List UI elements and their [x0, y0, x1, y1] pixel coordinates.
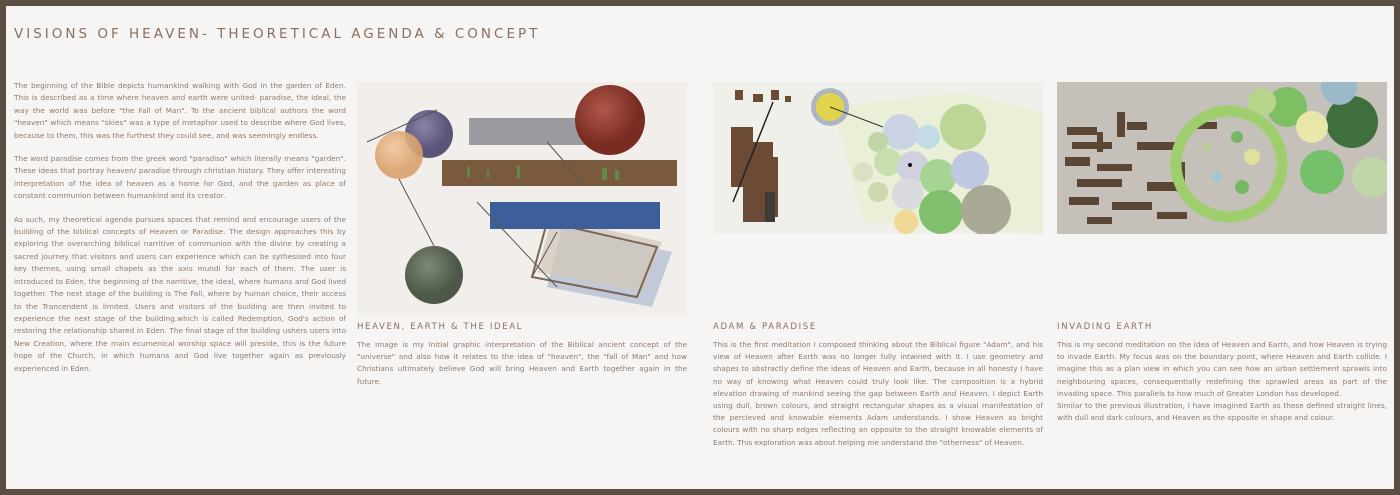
- section-caption: HEAVEN, EARTH & THE IDEAL: [357, 322, 524, 332]
- adam-paradise-illustration: [713, 82, 1043, 234]
- intro-text: [14, 80, 346, 386]
- section-paragraph: This is the first meditation I composed thinking about the Biblical figure "Adam", and his view of Heaven after Earth was no longer fully intwined with it. I use geometry and shapes to abstractly define the ideas of Heaven and Earth, because in all honesty I have no way of knowing what Heaven could truly look like. The composition is a hybrid elevation drawing of mankind seeing the gap between Earth and Heaven. I depict Earth using dull, brown colours, and straight rectangular shapes as a visual manifestation of the percieved and knowable elements Adam understands. I show Heaven as bright colours with no sharp edges reflecting an opposite to the straight knowable elements of Earth. This exploration was about helping me understand the "otherness" of Heaven.: [713, 340, 1043, 447]
- section-paragraph: The Image is my initial graphic interpretation of the Biblical ancient concept of the "universe" and also how it relates to the idea of "heaven", the "fall of Man" and how Christians ultimately believe God will bring Heaven and Earth together again in the future.: [357, 340, 687, 386]
- section-paragraph: Similar to the previous illustration, I have imagined Earth as these defined straight lines, with dull and dark colours, and Heaven as the opposite in shape and colour.: [1057, 401, 1387, 423]
- section-text: [713, 339, 1043, 449]
- intro-paragraph: The beginning of the Bible depicts humankind walking with God in the garden of Eden. This is described as a time where heaven and earth were united- paradise, the Ideal, the way the world was before "the Fall of Man". To the ancient biblical authors the word "heaven" which means "skies" was a type of metaphor used to describe where God lives, because to them, this was the furthest they could see, and was seemingly endless.: [14, 81, 346, 140]
- heaven-earth-ideal-illustration: [357, 82, 687, 315]
- section-text: [357, 339, 687, 388]
- presentation-board: [6, 6, 1394, 489]
- intro-paragraph: As such, my theoretical agenda pursues spaces that remind and encourage users of the building of the biblical concepts of Heaven or Paradise. The design approaches this by exploring the overarching biblical narritive of communion with the divine by creating a sacred journey that visitors and users can experience which can be sythesised into four key themes, using small chapels as the axis mundi for each of them. The user is introduced to Eden, the beginning of the narritive, the ideal, where humans and God lived together. The next stage of the building is The Fall, where by human choice, their access to the Trancendent is limited. Users and visitors of the building are then invited to experience the next stage of the building,which is called Redemption, God's action of restoring the relationship shared in Eden. The final stage of the building ushers users into New Creation, where the main ecumenical worship space will preside, this is the future hope of the Church, in which humans and God live together again as previously experienced in Eden.: [14, 214, 346, 373]
- section-text: [1057, 339, 1387, 424]
- section-caption: INVADING EARTH: [1057, 322, 1153, 332]
- page-title: VISIONS OF HEAVEN- THEORETICAL AGENDA & CONCEPT: [14, 26, 541, 42]
- intro-paragraph: The word paradise comes from the greek word "paradiso" which literally means "garden". These ideas that portray heaven/ paradise through christian history. They offer interesting interpretation of the idea of heaven as a home for God, and the garden as place of constant communion between humankind and its creator.: [14, 154, 346, 201]
- invading-earth-illustration: [1057, 82, 1387, 234]
- section-paragraph: This is my second meditation on the idea of Heaven and Earth, and how Heaven is trying to invade Earth. My focus was on the boundary point, where Heaven and Earth collide. I imagine this as a plan view in which you can see how an urban settlement sprawls into neighbouring spaces, consequentially redefining the sprawled areas as part of the invading space. This parallels to how much of Greater London has developed.: [1057, 340, 1387, 398]
- section-caption: ADAM & PARADISE: [713, 322, 817, 332]
